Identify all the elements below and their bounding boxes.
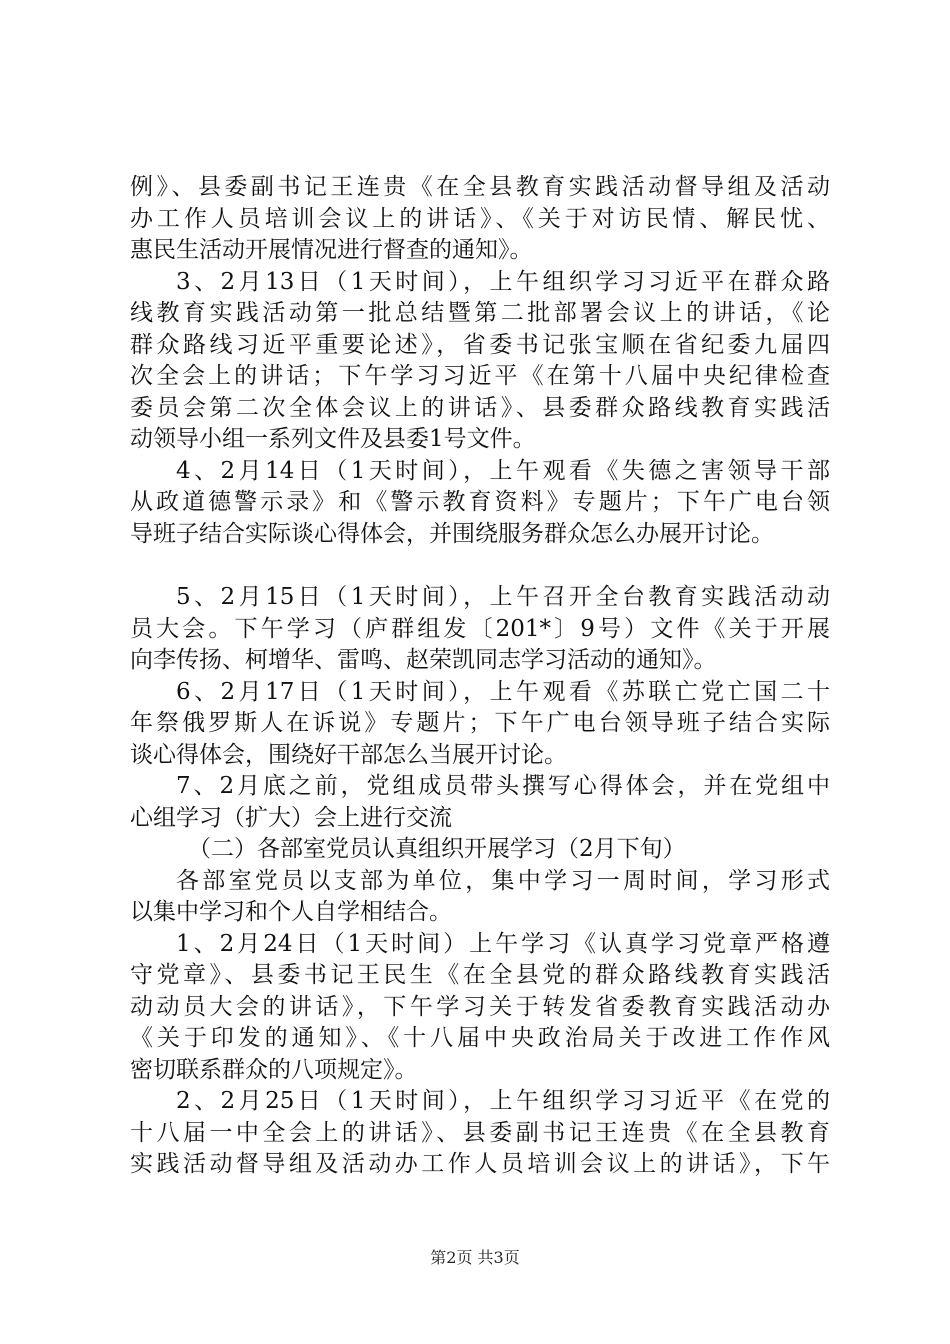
text-line: 十八届一中全会上的讲话》、县委副书记王连贵《在全县教育 <box>130 1119 830 1146</box>
paragraph-item-4 <box>130 456 830 551</box>
text-line: 导班子结合实际谈心得体会，并围绕服务群众怎么办展开讨论。 <box>130 520 774 547</box>
text-line: 线教育实践活动第一批总结暨第二批部署会议上的讲话，《论 <box>130 300 830 326</box>
paragraph-continuation <box>130 172 830 267</box>
document-body <box>130 172 830 1181</box>
text-line: 员大会。下午学习（庐群组发〔201*〕9号）文件《关于开展 <box>130 615 830 642</box>
text-line: 各部室党员以支部为单位，集中学习一周时间，学习形式 <box>176 867 830 894</box>
paragraph-item-5 <box>130 582 830 677</box>
paragraph-item-3 <box>130 267 830 456</box>
text-line: 心组学习（扩大）会上进行交流 <box>130 804 452 831</box>
text-line: 惠民生活动开展情况进行督查的通知》。 <box>130 237 533 263</box>
text-line: 例》、县委副书记王连贵《在全县教育实践活动督导组及活动 <box>130 174 830 200</box>
text-line: 委员会第二次全体会议上的讲话》、县委群众路线教育实践活 <box>130 394 830 421</box>
paragraph-item-6 <box>130 677 830 772</box>
text-line: 谈心得体会，围绕好干部怎么当展开讨论。 <box>130 741 567 768</box>
paragraph-item-7 <box>130 771 830 834</box>
section-heading-text: （二）各部室党员认真组织开展学习（2月下旬） <box>188 836 686 862</box>
text-line: 密切联系群众的八项规定》。 <box>130 1056 418 1083</box>
paragraph-spacer <box>130 550 830 582</box>
section-heading <box>130 834 830 866</box>
text-line: 6、2月17日（1天时间），上午观看《苏联亡党亡国二十 <box>176 678 830 705</box>
text-line: 守党章》、县委书记王民生《在全县党的群众路线教育实践活 <box>130 962 830 988</box>
text-line: 5、2月15日（1天时间），上午召开全台教育实践活动动 <box>176 584 830 610</box>
text-line: 动动员大会的讲话》，下午学习关于转发省委教育实践活动办 <box>130 993 830 1020</box>
text-line: 7、2月底之前，党组成员带头撰写心得体会，并在党组中 <box>176 773 830 799</box>
text-line: 向李传扬、柯增华、雷鸣、赵荣凯同志学习活动的通知》。 <box>130 647 717 673</box>
text-line: 年祭俄罗斯人在诉说》专题片；下午广电台领导班子结合实际 <box>130 710 830 736</box>
text-line: 《关于印发的通知》、《十八届中央政治局关于改进工作作风 <box>130 1025 830 1051</box>
page-footer <box>0 1245 950 1268</box>
text-line: 实践活动督导组及活动办工作人员培训会议上的讲话》，下午 <box>130 1151 830 1177</box>
text-line: 办工作人员培训会议上的讲话》、《关于对访民情、解民忧、 <box>130 205 830 232</box>
text-line: 从政道德警示录》和《警示教育资料》专题片；下午广电台领 <box>130 489 830 515</box>
text-line: 1、2月24日（1天时间）上午学习《认真学习党章严格遵 <box>176 930 830 957</box>
text-line: 次全会上的讲话；下午学习习近平《在第十八届中央纪律检查 <box>130 363 830 389</box>
page-number: 第2页 共3页 <box>430 1248 520 1267</box>
text-line: 动领导小组一系列文件及县委1号文件。 <box>130 426 536 452</box>
text-line: 3、2月13日（1天时间），上午组织学习习近平在群众路 <box>176 268 830 295</box>
text-line: 2、2月25日（1天时间），上午组织学习习近平《在党的 <box>176 1088 830 1114</box>
text-line: 以集中学习和个人自学相结合。 <box>130 899 452 925</box>
paragraph-sub-item-2 <box>130 1086 830 1181</box>
text-line: 4、2月14日（1天时间），上午观看《失德之害领导干部 <box>176 457 830 484</box>
text-line: 群众路线习近平重要论述》，省委书记张宝顺在省纪委九届四 <box>130 331 830 358</box>
paragraph-intro <box>130 866 830 929</box>
paragraph-sub-item-1 <box>130 929 830 1087</box>
